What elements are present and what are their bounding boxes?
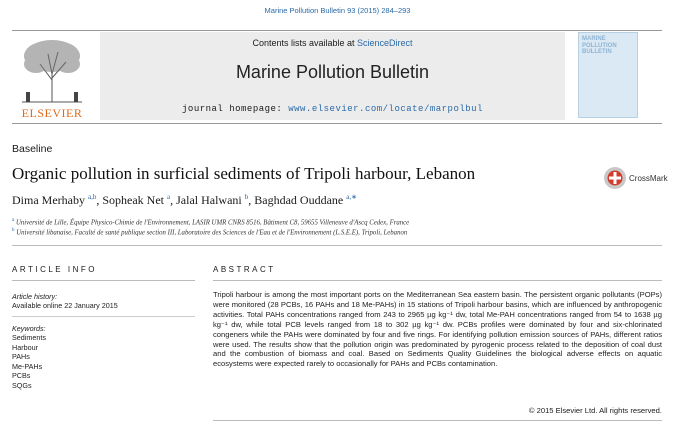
author-separator: , — [170, 193, 177, 207]
affiliation-marker: b — [12, 228, 15, 233]
divider — [213, 420, 662, 421]
keyword: Harbour — [12, 342, 38, 352]
author-name[interactable]: Sopheak Net — [102, 193, 164, 207]
contents-line — [100, 38, 565, 48]
sciencedirect-link[interactable]: ScienceDirect — [357, 38, 413, 48]
divider — [12, 245, 662, 246]
crossmark-icon[interactable] — [603, 166, 627, 190]
keyword-list — [12, 333, 46, 391]
author-affiliation-marker[interactable]: a — [167, 193, 171, 201]
keyword: SQGs — [12, 380, 32, 390]
affiliation — [12, 218, 409, 226]
article-section: Baseline — [12, 143, 53, 155]
cover-title-line: MARINE — [582, 36, 606, 42]
publisher-logo: ELSEVIER — [21, 106, 83, 120]
keyword: PCBs — [12, 371, 31, 381]
keywords-label: Keywords: — [12, 324, 46, 333]
author-list — [12, 193, 357, 208]
cover-title-line: POLLUTION — [582, 42, 617, 49]
divider — [12, 316, 195, 317]
crossmark-label[interactable]: CrossMark — [629, 174, 668, 183]
journal-title: Marine Pollution Bulletin — [235, 62, 430, 82]
cover-title — [582, 36, 632, 56]
author-name[interactable]: Baghdad Ouddane — [254, 193, 344, 207]
contents-prefix: Contents lists available at — [252, 38, 358, 48]
article-info-heading: ARTICLE INFO — [12, 265, 97, 274]
affiliation — [12, 228, 407, 236]
affiliation-text: Université de Lille, Équipe Physico-Chimie de l'Environnement, LASIR UMR CNRS 8516, Bâtiment C8, 59655 Villeneuve d'Ascq Cedex, France — [15, 219, 410, 227]
history-value: Available online 22 January 2015 — [12, 301, 118, 310]
journal-homepage — [100, 104, 565, 114]
homepage-link[interactable]: www.elsevier.com/locate/marpolbul — [288, 104, 483, 114]
divider — [213, 280, 662, 281]
author-affiliation-marker[interactable]: a,b — [87, 193, 97, 201]
copyright-notice: © 2015 Elsevier Ltd. All rights reserved. — [528, 406, 662, 415]
abstract-heading: ABSTRACT — [213, 265, 276, 274]
homepage-prefix: journal homepage: — [182, 104, 289, 114]
history-label: Article history: — [12, 292, 58, 301]
keyword: PAHs — [12, 352, 30, 362]
affiliation-marker: a — [12, 218, 15, 223]
author-affiliation-marker[interactable]: a,∗ — [346, 193, 357, 201]
divider — [12, 280, 195, 281]
author-name[interactable]: Dima Merhaby — [12, 193, 85, 207]
keyword: Sediments — [12, 333, 46, 342]
author-affiliation-marker[interactable]: b — [244, 193, 249, 201]
article-title: Organic pollution in surficial sediments of Tripoli harbour, Lebanon — [12, 164, 476, 183]
author-separator: , — [248, 193, 255, 207]
author-separator: , — [96, 193, 103, 207]
journal-citation: Marine Pollution Bulletin 93 (2015) 284–293 — [264, 6, 411, 15]
author-name[interactable]: Jalal Halwani — [176, 193, 242, 207]
affiliation-text: Université libanaise, Faculté de santé publique section III, Laboratoire des Sciences de l'Eau et de l'Environnement (L.S.E.E), Tripoli, Lebanon — [16, 229, 408, 237]
keyword: Me-PAHs — [12, 361, 43, 371]
cover-title-line: BULLETIN — [582, 49, 612, 55]
abstract-text: Tripoli harbour is among the most important ports on the Mediterranean Sea eastern basin. The persistent organic pollutants (POPs) were monitored (28 PCBs, 16 PAHs and 18 Me-PAHs) in 15 stations of Tripoli harbour basins, which are influenced by anthropogenic activities. Total PAHs concentrations ranged from 243 to 2965 µg kg⁻¹ dw, total Me-PAH concentrations ranged from 54 to 1638 µg kg⁻¹ dw, while total PCB levels ranged from 18 to 302 µg kg⁻¹ dw. PCBs profiles were dominated by four and six-chlorinated congeners while the PAHs were dominated by four and five rings. For identifying pollution emission sources of PAHs, different ratios were used. The results show that the pollution origin was predominated by pyrogenic process related to the deposition of coal dust and the combustion of biomass and coal. Based on Sediments Quality Guidelines the biological adverse effects on aquatic ecosystems were expected rarely to occasionally for PAHs and PCBs contamination. — [213, 290, 662, 369]
